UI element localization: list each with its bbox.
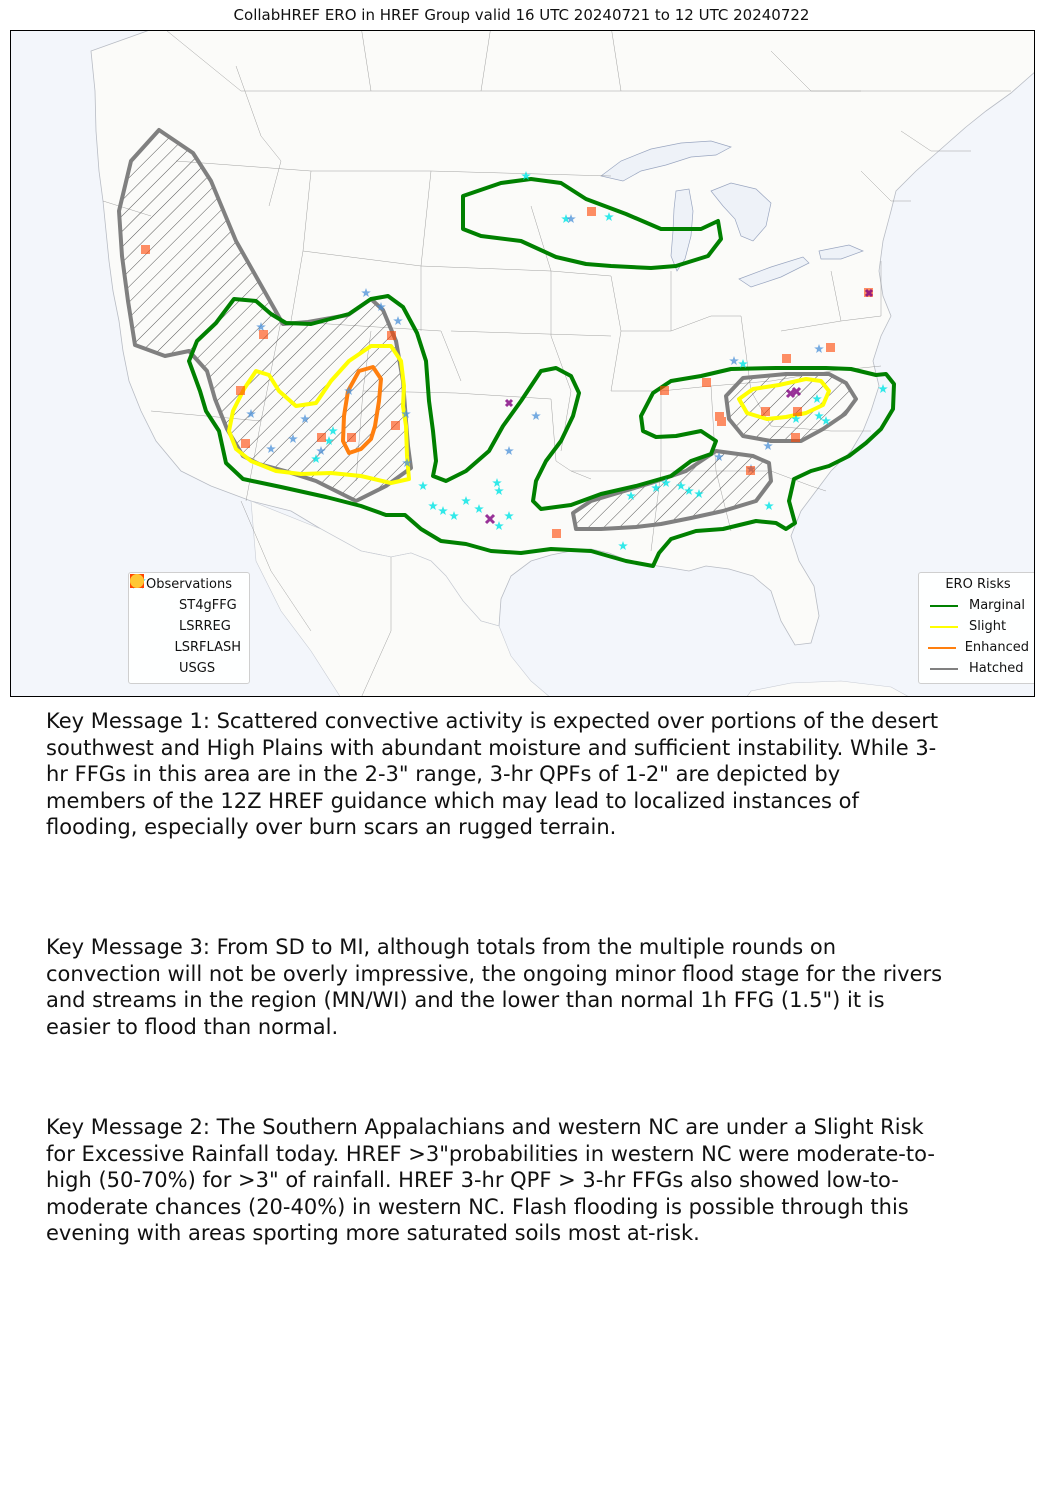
legend-item-lsrreg <box>137 616 241 637</box>
cross-icon <box>137 616 171 637</box>
key-message-1: Key Message 1: Scattered convective activity is expected over portions of the desert southwest and High Plains with abundant moisture and sufficient instability. While 3-hr FFGs in this area are in the 2-3" range, 3-hr QPFs of 1-2" are depicted by members of the 12Z HREF guidance which may lead to localized instances of flooding, especially over burn scars an rugged terrain. <box>46 709 939 839</box>
ero-map <box>10 30 1035 697</box>
marginal-line-icon <box>927 595 961 616</box>
legend-item-enhanced <box>927 637 1029 658</box>
square-icon <box>137 637 167 658</box>
observations-legend-title: Observations <box>146 577 232 592</box>
caribbean-land <box>746 681 911 697</box>
legend-item-hatched <box>927 658 1029 679</box>
key-message-3: Key Message 3: From SD to MI, although totals from the multiple rounds on convection will not be overly impressive, the ongoing minor flood stage for the rivers and streams in the region (MN/WI) and the lower than normal 1h FFG (1.5") it is easier to flood than normal. <box>46 935 943 1039</box>
hatched-line-icon <box>927 658 961 679</box>
legend-item-usgs <box>137 658 241 679</box>
map-title: CollabHREF ERO in HREF Group valid 16 UTC 20240721 to 12 UTC 20240722 <box>233 6 810 24</box>
slight-line-icon <box>927 616 961 637</box>
legend-label-usgs: USGS <box>179 661 216 676</box>
observations-legend <box>128 572 250 684</box>
legend-item-lsrflash <box>137 637 241 658</box>
legend-label-lsrflash: LSRFLASH <box>174 640 241 655</box>
enhanced-line-icon <box>927 637 957 658</box>
ero-legend-title: ERO Risks <box>945 577 1011 592</box>
legend-label-hatched: Hatched <box>969 661 1024 676</box>
legend-label-st4gffg: ST4gFFG <box>179 598 237 613</box>
legend-label-slight: Slight <box>969 619 1007 634</box>
ero-risks-legend <box>918 572 1035 684</box>
star-icon <box>137 595 171 616</box>
legend-label-marginal: Marginal <box>969 598 1025 613</box>
legend-label-lsrreg: LSRREG <box>179 619 231 634</box>
legend-item-slight <box>927 616 1029 637</box>
legend-item-st4gffg <box>137 595 241 616</box>
legend-label-enhanced: Enhanced <box>964 640 1029 655</box>
legend-item-marginal <box>927 595 1029 616</box>
key-message-2: Key Message 2: The Southern Appalachians and western NC are under a Slight Risk for Excessive Rainfall today. HREF >3"probabilities in western NC were moderate-to-high (50-70%) for >3" of rainfall. HREF 3-hr QPF > 3-hr FFGs also showed low-to-moderate chances (20-40%) in western NC. Flash flooding is possible through this evening with areas sporting more saturated soils most at-risk. <box>46 1115 935 1245</box>
circle-icon <box>137 658 171 679</box>
